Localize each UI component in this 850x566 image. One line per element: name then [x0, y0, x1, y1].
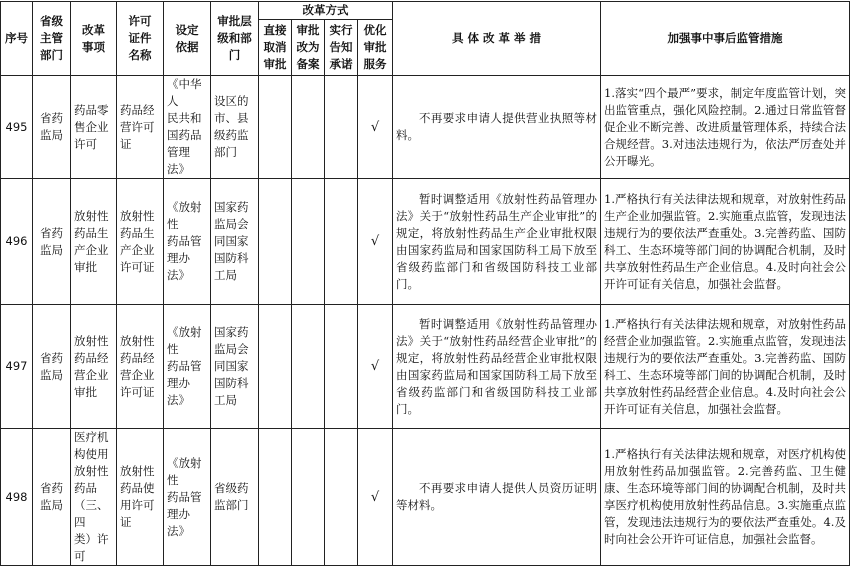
row-method-record	[292, 179, 325, 305]
table-row	[1, 305, 850, 429]
row-item: 医疗机 构使用 放射性 药品 （三、四 类）许 可	[71, 429, 117, 566]
table-row	[1, 76, 850, 179]
header-method-record: 审批 改为 备案	[292, 20, 325, 76]
row-method-notify	[325, 179, 358, 305]
header-method-notify: 实行 告知 承诺	[325, 20, 358, 76]
row-item: 放射性 药品生 产企业 审批	[71, 179, 117, 305]
row-license: 放射性 药品生 产企业 许可证	[117, 179, 164, 305]
header-license: 许可 证件 名称	[117, 2, 164, 76]
row-method-record	[292, 429, 325, 566]
row-supervision: 1.严格执行有关法律法规和规章，对放射性药品经营企业加强监管。2.实施重点监管，发现违法违规行为的要依法严查重处。3.完善药监、国防科工、生态环境等部门间的协调配合机制，及时共享放射性药品经营企业信息。4.及时向社会公开许可证有关信息，加强社会监督。	[601, 305, 850, 429]
row-method-record	[292, 76, 325, 179]
header-supervision: 加强事中事后监管措施	[601, 2, 850, 76]
header-basis: 设定 依据	[164, 2, 211, 76]
row-method-cancel	[259, 429, 292, 566]
row-dept: 省药 监局	[33, 179, 71, 305]
header-measures: 具 体 改 革 举 措	[393, 2, 601, 76]
row-supervision: 1.落实“四个最严”要求，制定年度监管计划，突出监管重点，强化风险控制。2.通过日常监管督促企业不断完善、改进质量管理体系，持续合法合规经营。3.对违法违规行为，依法严厉查处并公开曝光。	[601, 76, 850, 179]
row-method-record	[292, 305, 325, 429]
header-seq: 序号	[1, 2, 33, 76]
row-dept: 省药 监局	[33, 429, 71, 566]
row-method-optimize-checkmark: √	[358, 76, 393, 179]
row-number: 495	[1, 76, 33, 179]
header-method-optimize: 优化 审批 服务	[358, 20, 393, 76]
row-level: 国家药 监局会 同国家 国防科 工局	[211, 179, 259, 305]
header-level: 审批层 级和部 门	[211, 2, 259, 76]
row-number: 498	[1, 429, 33, 566]
row-basis: 《放射性 药品管 理办法》	[164, 429, 211, 566]
row-level: 设区的 市、县 级药监 部门	[211, 76, 259, 179]
row-measure: 暂时调整适用《放射性药品管理办法》关于“放射性药品经营企业审批”的规定，将放射性药品经营企业审批权限由国家药监局和国家国防科工局下放至省级药监部门和省级国防科技工业部门。	[393, 305, 601, 429]
header-item: 改革 事项	[71, 2, 117, 76]
header-reform-method: 改革方式	[259, 2, 393, 20]
row-license: 药品经 营许可 证	[117, 76, 164, 179]
row-basis: 《放射性 药品管 理办法》	[164, 305, 211, 429]
row-method-cancel	[259, 179, 292, 305]
row-method-optimize-checkmark: √	[358, 179, 393, 305]
row-basis: 《放射性 药品管 理办法》	[164, 179, 211, 305]
row-level: 省级药 监部门	[211, 429, 259, 566]
row-method-optimize-checkmark: √	[358, 429, 393, 566]
row-measure: 暂时调整适用《放射性药品管理办法》关于“放射性药品生产企业审批”的规定，将放射性药品生产企业审批权限由国家药监局和国家国防科工局下放至省级药监部门和省级国防科技工业部门。	[393, 179, 601, 305]
table-row	[1, 429, 850, 566]
table-row	[1, 179, 850, 305]
row-method-notify	[325, 429, 358, 566]
row-license: 放射性 药品经 营企业 许可证	[117, 305, 164, 429]
row-method-notify	[325, 305, 358, 429]
row-supervision: 1.严格执行有关法律法规和规章，对医疗机构使用放射性药品加强监管。2.完善药监、卫生健康、生态环境等部门间的协调配合机制，及时共享医疗机构使用放射性药品信息。3.实施重点监管，发现违法违规行为的要依法严查重处。4.及时向社会公开许可证信息，加强社会监督。	[601, 429, 850, 566]
reform-table	[0, 1, 850, 566]
row-item: 药品零 售企业 许可	[71, 76, 117, 179]
row-supervision: 1.严格执行有关法律法规和规章，对放射性药品生产企业加强监管。2.实施重点监管，发现违法违规行为的要依法严查重处。3.完善药监、国防科工、生态环境等部门间的协调配合机制，及时共享放射性药品生产企业信息。4.及时向社会公开许可证有关信息，加强社会监督。	[601, 179, 850, 305]
row-method-optimize-checkmark: √	[358, 305, 393, 429]
row-level: 国家药 监局会 同国家 国防科 工局	[211, 305, 259, 429]
row-measure: 不再要求申请人提供营业执照等材料。	[393, 76, 601, 179]
row-method-notify	[325, 76, 358, 179]
header-dept: 省级 主管 部门	[33, 2, 71, 76]
row-measure: 不再要求申请人提供人员资历证明等材料。	[393, 429, 601, 566]
row-number: 497	[1, 305, 33, 429]
header-row-1	[1, 2, 850, 20]
row-item: 放射性 药品经 营企业 审批	[71, 305, 117, 429]
row-basis: 《中华人 民共和 国药品 管理法》	[164, 76, 211, 179]
row-method-cancel	[259, 76, 292, 179]
row-method-cancel	[259, 305, 292, 429]
row-dept: 省药 监局	[33, 76, 71, 179]
row-number: 496	[1, 179, 33, 305]
row-license: 放射性 药品使 用许可 证	[117, 429, 164, 566]
row-dept: 省药 监局	[33, 305, 71, 429]
header-method-cancel: 直接 取消 审批	[259, 20, 292, 76]
